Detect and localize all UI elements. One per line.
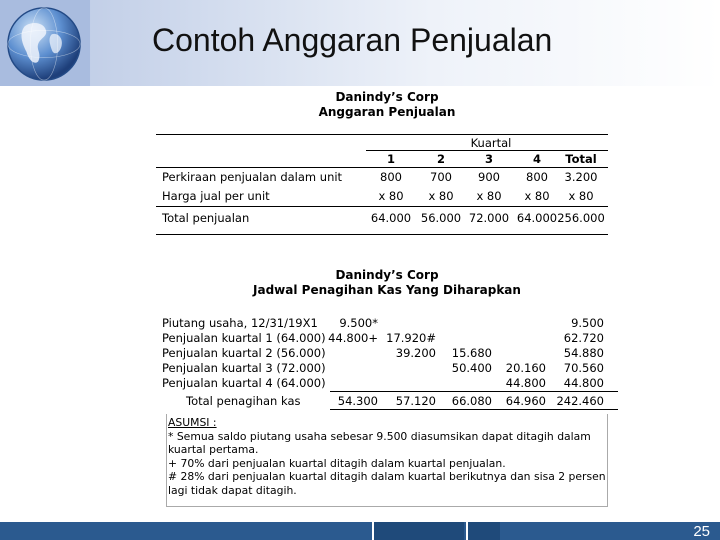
table-cell: 66.080	[451, 394, 492, 408]
table-cell: x 80	[524, 189, 550, 203]
table-rule	[366, 150, 608, 151]
table-cell: 44.800	[505, 376, 546, 390]
table-rule	[156, 206, 608, 207]
table-cell: 64.960	[505, 394, 546, 408]
column-header: Total	[565, 152, 597, 166]
budget-company: Danindy’s Corp	[335, 90, 439, 104]
table-cell: x 80	[568, 189, 594, 203]
row-label: Total penjualan	[162, 211, 250, 225]
row-label: Penjualan kuartal 1 (64.000)	[162, 331, 326, 345]
table-cell: 800	[380, 170, 402, 184]
table-rule	[156, 167, 608, 168]
assumption-line: * Semua saldo piutang usaha sebesar 9.500 diasumsikan dapat ditagih dalam	[168, 429, 591, 443]
table-cell: 56.000	[420, 211, 462, 225]
collection-subtitle: Jadwal Penagihan Kas Yang Diharapkan	[253, 283, 521, 297]
row-label: Penjualan kuartal 3 (72.000)	[162, 361, 326, 375]
table-cell: 64.000	[370, 211, 412, 225]
row-label: Perkiraan penjualan dalam unit	[162, 170, 343, 184]
table-rule	[330, 391, 618, 392]
table-cell: 39.200	[395, 346, 436, 360]
row-label: Penjualan kuartal 4 (64.000)	[162, 376, 326, 390]
logo-area	[0, 0, 90, 86]
table-cell: 900	[478, 170, 500, 184]
document-image	[148, 86, 626, 506]
column-header: 3	[484, 152, 493, 166]
row-label: Harga jual per unit	[162, 189, 270, 203]
table-cell: 800	[526, 170, 548, 184]
table-cell: 3.200	[564, 170, 598, 184]
column-header: 2	[436, 152, 445, 166]
table-cell: 54.880	[563, 346, 604, 360]
table-cell: 57.120	[395, 394, 436, 408]
table-cell: 44.800+	[328, 331, 378, 345]
table-cell: 44.800	[563, 376, 604, 390]
assumption-line: + 70% dari penjualan kuartal ditagih dalam kuartal penjualan.	[168, 456, 506, 470]
column-header: 4	[532, 152, 541, 166]
table-rule	[330, 409, 618, 410]
row-label: Penjualan kuartal 2 (56.000)	[162, 346, 326, 360]
assumptions-heading: ASUMSI :	[168, 416, 217, 429]
table-cell: x 80	[476, 189, 502, 203]
globe-icon	[5, 5, 83, 83]
row-label: Total penagihan kas	[186, 394, 301, 408]
table-cell: 242.460	[556, 394, 604, 408]
table-cell: 70.560	[563, 361, 604, 375]
slide-title: Contoh Anggaran Penjualan	[152, 22, 553, 58]
assumption-line: lagi tidak dapat ditagih.	[168, 483, 297, 497]
table-cell: 50.400	[451, 361, 492, 375]
assumption-line: kuartal pertama.	[168, 443, 259, 457]
table-cell: x 80	[378, 189, 404, 203]
table-rule	[156, 134, 608, 135]
page-number: 25	[693, 523, 710, 540]
table-cell: 20.160	[505, 361, 546, 375]
table-cell: x 80	[428, 189, 454, 203]
table-cell: 256.000	[557, 211, 605, 225]
footer-segment	[466, 522, 500, 540]
footer-segment	[372, 522, 464, 540]
table-cell: 17.920#	[386, 331, 436, 345]
table-cell: 62.720	[563, 331, 604, 345]
table-cell: 15.680	[451, 346, 492, 360]
assumptions	[168, 416, 608, 498]
table-cell: 9.500*	[339, 316, 378, 330]
table-rule	[156, 234, 608, 235]
table-cell: 72.000	[468, 211, 510, 225]
group-header: Kuartal	[470, 136, 512, 150]
footer-bar	[0, 522, 720, 540]
column-header: 1	[386, 152, 395, 166]
assumption-line: # 28% dari penjualan kuartal ditagih dalam kuartal berikutnya dan sisa 2 persen	[168, 470, 606, 484]
table-cell: 700	[430, 170, 452, 184]
collection-company: Danindy’s Corp	[335, 268, 439, 282]
row-label: Piutang usaha, 12/31/19X1	[162, 316, 318, 330]
table-cell: 9.500	[571, 316, 604, 330]
budget-subtitle: Anggaran Penjualan	[318, 105, 456, 119]
table-cell: 64.000	[516, 211, 558, 225]
table-cell: 54.300	[337, 394, 378, 408]
